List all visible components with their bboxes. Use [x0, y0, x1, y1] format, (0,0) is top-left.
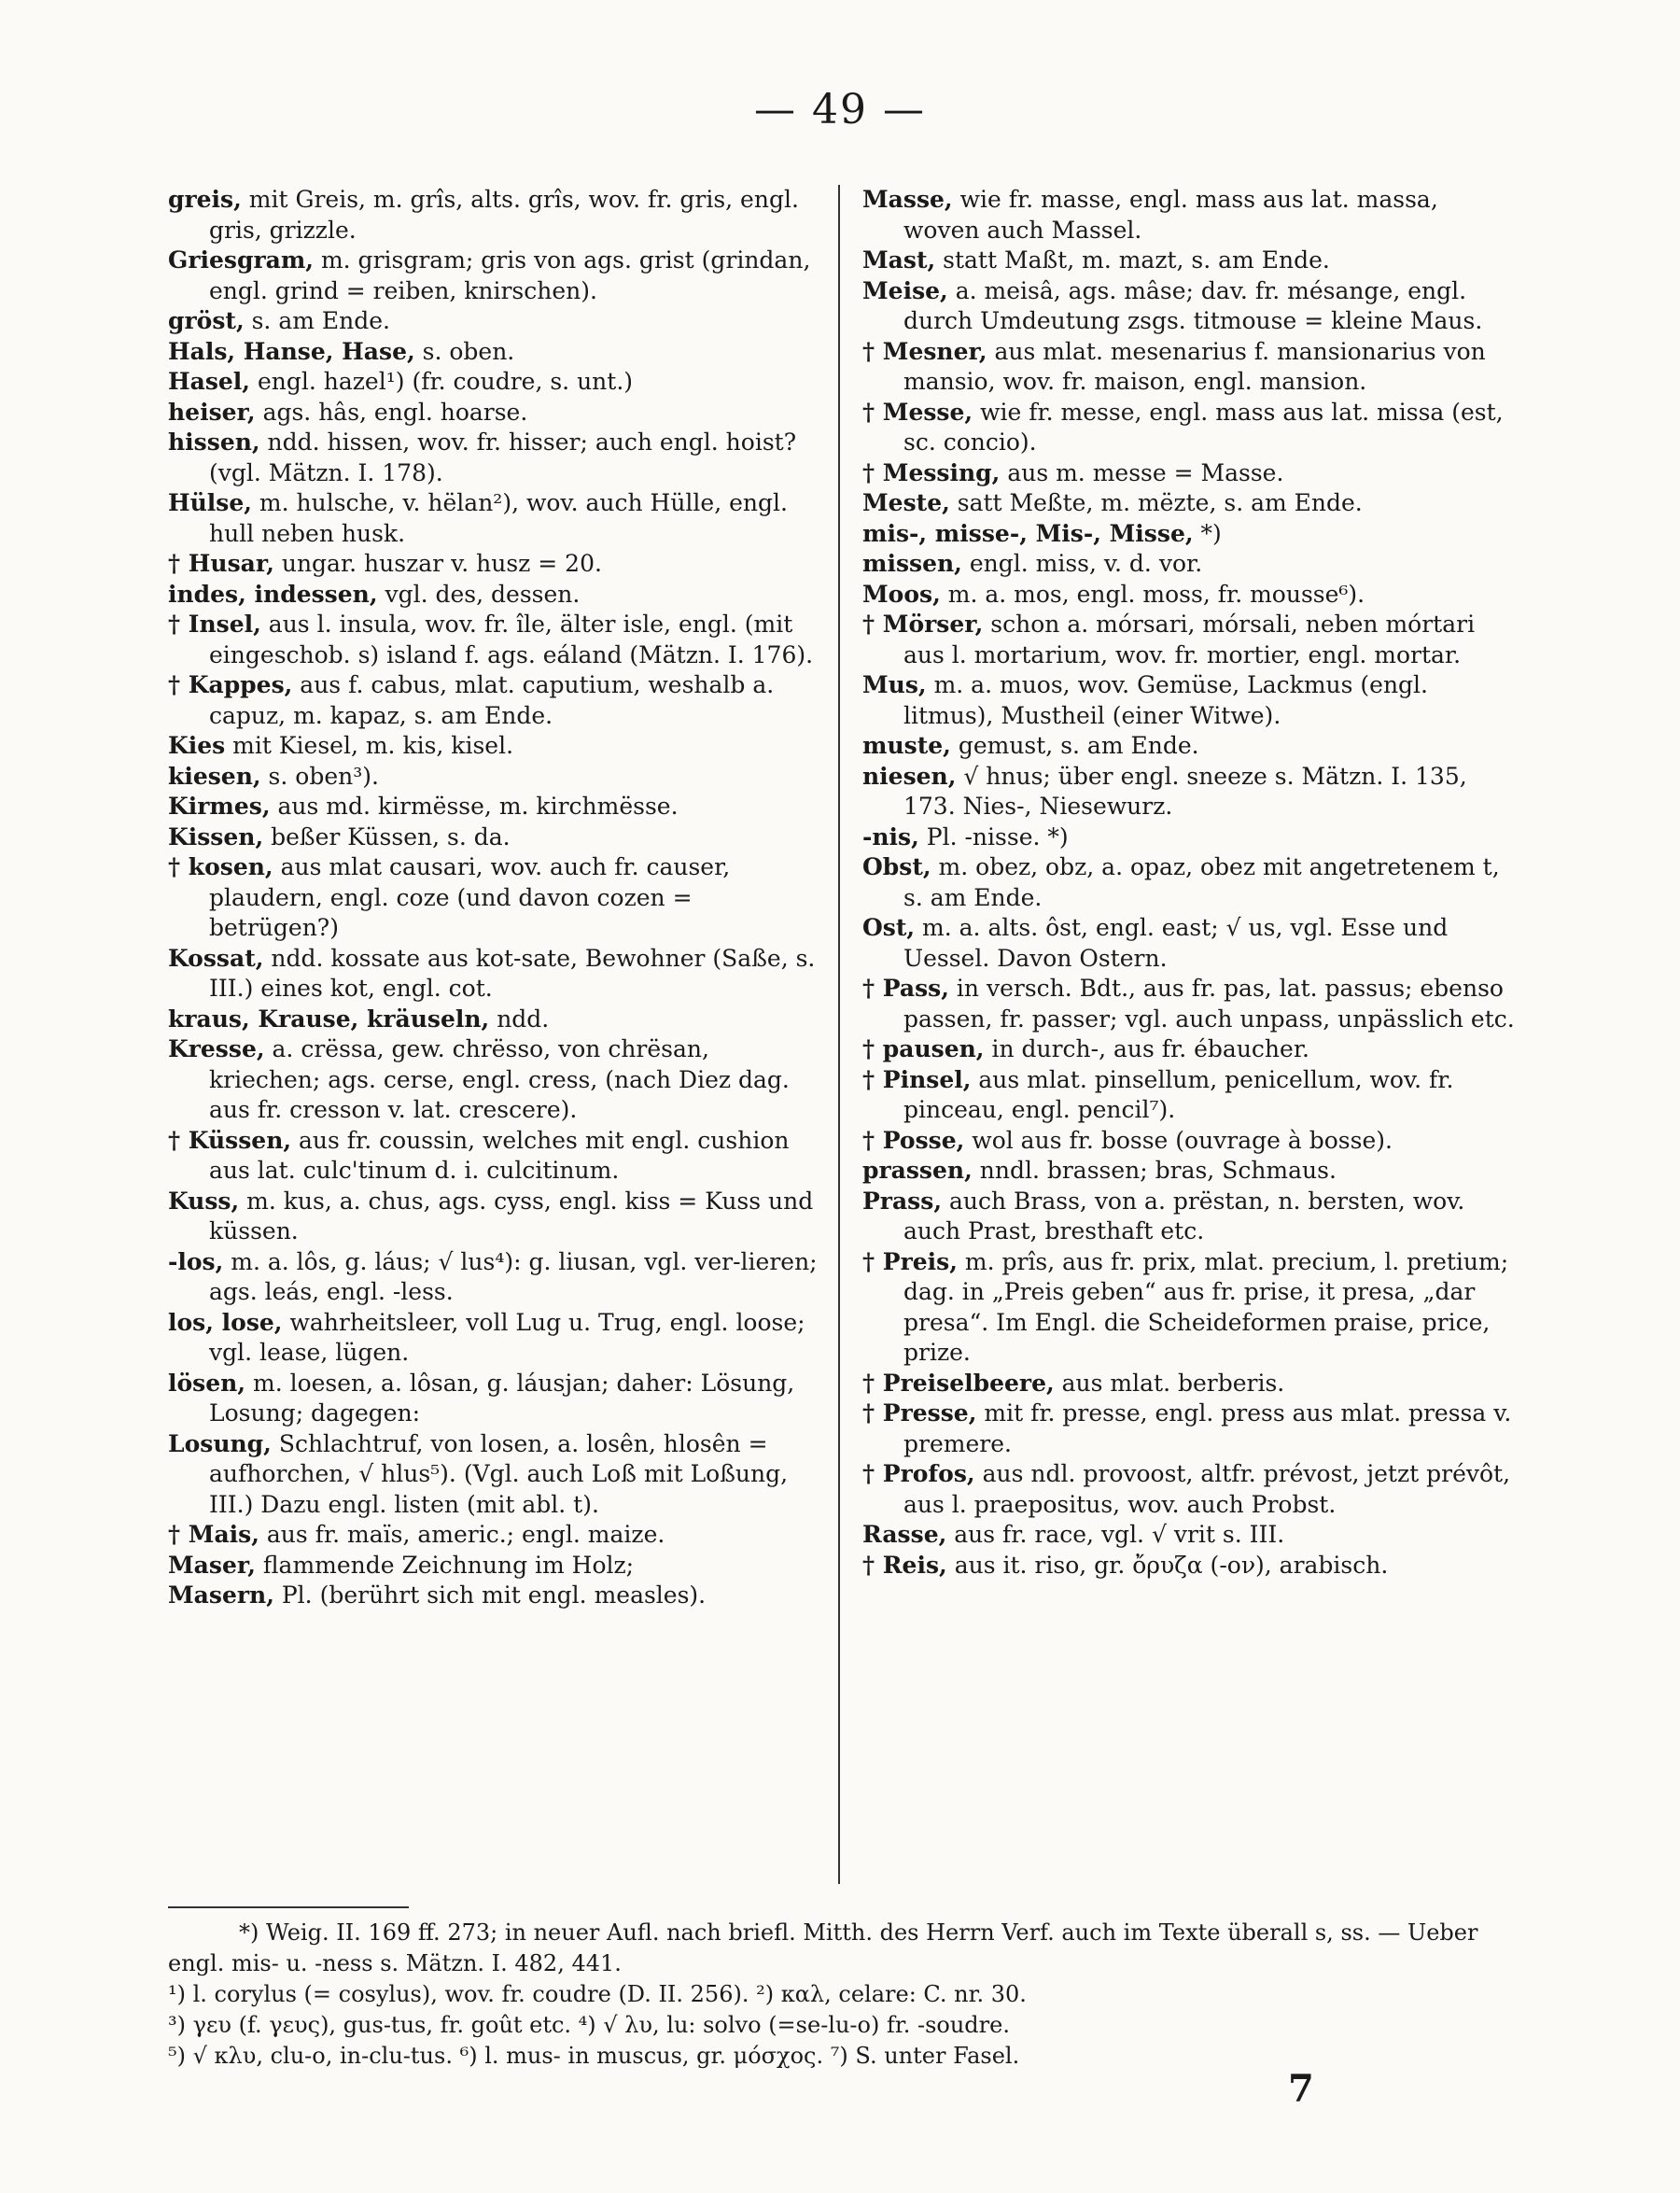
- dictionary-entry: [168, 337, 821, 368]
- entry-text: mit Kiesel, m. kis, kisel.: [225, 732, 514, 759]
- headword: Moos,: [862, 580, 941, 608]
- entry-text: aus fr. race, vgl. √ vrit s. III.: [946, 1521, 1285, 1548]
- entry-text: aus ndl. provoost, altfr. prévost, jetzt prévôt, aus l. praepositus, wov. auch Probst.: [903, 1460, 1511, 1518]
- footnote: ¹) l. corylus (= cosylus), wov. fr. coudre (D. II. 256). ²) καλ, celare: C. nr. 30.: [168, 1981, 1027, 2007]
- dictionary-entry: [168, 246, 821, 306]
- footnote: ⁵) √ κλυ, clu-o, in-clu-tus. ⁶) l. mus- in muscus, gr. μόσχος. ⁷) S. unter Fasel.: [168, 2043, 1020, 2069]
- dictionary-entry: [168, 488, 821, 549]
- dictionary-entry: [168, 1369, 821, 1429]
- entry-text: engl. miss, v. d. vor.: [961, 550, 1203, 577]
- headword: † Pinsel,: [862, 1065, 972, 1093]
- headword: † Preiselbeere,: [862, 1369, 1055, 1397]
- entry-text: wie fr. messe, engl. mass aus lat. missa (est, sc. concio).: [903, 398, 1504, 456]
- dictionary-entry: [168, 670, 821, 731]
- entry-text: Schlachtruf, von losen, a. losên, hlosên = aufhorchen, √ hlus⁵). (Vgl. auch Loß mit Loßung, III.) Dazu engl. listen (mit abl. t).: [209, 1429, 789, 1518]
- dictionary-entry: [862, 246, 1516, 276]
- entry-text: m. kus, a. chus, ags. cyss, engl. kiss = Kuss und küssen.: [209, 1187, 814, 1244]
- dictionary-entry: [862, 1551, 1516, 1581]
- headword: † Husar,: [168, 550, 274, 577]
- headword: † Presse,: [862, 1399, 977, 1427]
- headword: † Insel,: [168, 611, 261, 638]
- entry-text: aus mlat. berberis.: [1054, 1369, 1285, 1397]
- dictionary-entry: [862, 519, 1516, 550]
- dictionary-entry: [168, 1005, 821, 1035]
- headword: Hasel,: [168, 368, 251, 395]
- headword: los, lose,: [168, 1308, 283, 1336]
- headword: -los,: [168, 1247, 224, 1275]
- dictionary-entry: [168, 1308, 821, 1369]
- headword: † Mesner,: [862, 337, 987, 365]
- dictionary-entry: [862, 276, 1516, 337]
- headword: Masse,: [862, 186, 953, 213]
- headword: † Messe,: [862, 398, 973, 426]
- headword: † Posse,: [862, 1126, 965, 1154]
- headword: Kissen,: [168, 822, 264, 850]
- dictionary-entry: [862, 580, 1516, 611]
- headword: Mast,: [862, 246, 936, 274]
- headword: † pausen,: [862, 1035, 985, 1062]
- entry-text: a. meisâ, ags. mâse; dav. fr. mésange, engl. durch Umdeutung zsgs. titmouse = kleine Maus.: [903, 276, 1483, 334]
- dictionary-entry: [168, 367, 821, 398]
- dictionary-entry: [862, 1520, 1516, 1551]
- headword: † Mörser,: [862, 611, 984, 638]
- headword: indes, indessen,: [168, 580, 378, 608]
- footnote: ³) γευ (f. γευς), gus-tus, fr. goût etc. ⁴) √ λυ, lu: solvo (=se-lu-o) fr. -soudre.: [168, 2012, 1010, 2038]
- dictionary-entry: [168, 549, 821, 580]
- entry-text: nndl. brassen; bras, Schmaus.: [972, 1157, 1337, 1184]
- headword: Kuss,: [168, 1187, 240, 1215]
- dictionary-entry: [168, 1034, 821, 1126]
- dictionary-entry: [862, 1369, 1516, 1399]
- headword: Meise,: [862, 276, 948, 304]
- dictionary-entry: [862, 822, 1516, 853]
- headword: mis-, misse-, Mis-, Misse,: [862, 519, 1194, 547]
- headword: hissen,: [168, 429, 260, 456]
- dictionary-entry: [862, 731, 1516, 762]
- dictionary-entry: [862, 488, 1516, 519]
- dictionary-entry: [168, 852, 821, 944]
- entry-text: *): [1193, 519, 1222, 547]
- dictionary-entry: [168, 822, 821, 853]
- dictionary-entry: [168, 610, 821, 670]
- dictionary-entry: [862, 1034, 1516, 1065]
- headword: † kosen,: [168, 853, 273, 880]
- headword: muste,: [862, 732, 951, 759]
- entry-text: aus l. insula, wov. fr. île, älter isle, engl. (mit eingeschob. s) island f. ags. eáland (Mätzn. I. 176).: [209, 611, 814, 668]
- headword: Hülse,: [168, 489, 252, 516]
- headword: kiesen,: [168, 762, 261, 790]
- headword: Losung,: [168, 1429, 272, 1457]
- dictionary-entry: [168, 428, 821, 488]
- headword: Masern,: [168, 1581, 274, 1609]
- entry-text: m. loesen, a. lôsan, g. láusjan; daher: Lösung, Losung; dagegen:: [209, 1369, 795, 1427]
- headword: † Mais,: [168, 1521, 259, 1548]
- entry-text: m. a. muos, wov. Gemüse, Lackmus (engl. litmus), Mustheil (einer Witwe).: [903, 671, 1428, 729]
- headword: missen,: [862, 550, 962, 577]
- headword: Kresse,: [168, 1035, 265, 1062]
- dictionary-entry: [168, 1520, 821, 1551]
- headword: prassen,: [862, 1157, 973, 1184]
- entry-text: aus f. cabus, mlat. caputium, weshalb a. capuz, m. kapaz, s. am Ende.: [209, 671, 775, 729]
- entry-text: wahrheitsleer, voll Lug u. Trug, engl. loose; vgl. lease, lügen.: [209, 1308, 805, 1366]
- entry-text: engl. hazel¹) (fr. coudre, s. unt.): [250, 368, 634, 395]
- entry-text: m. a. mos, engl. moss, fr. mousse⁶).: [940, 580, 1365, 608]
- entry-text: ungar. huszar v. husz = 20.: [273, 550, 602, 577]
- dictionary-entry: [168, 762, 821, 793]
- headword: † Messing,: [862, 458, 1001, 486]
- headword: heiser,: [168, 398, 256, 426]
- headword: † Preis,: [862, 1247, 958, 1275]
- entry-text: in durch-, aus fr. ébaucher.: [984, 1035, 1309, 1062]
- entry-text: flammende Zeichnung im Holz;: [255, 1551, 635, 1579]
- page-number: — 49 —: [754, 86, 926, 134]
- dictionary-entry: [862, 610, 1516, 670]
- headword: Obst,: [862, 853, 931, 880]
- entry-text: aus fr. maïs, americ.; engl. maize.: [259, 1521, 665, 1548]
- entry-text: auch Brass, von a. prëstan, n. bersten, wov. auch Prast, bresthaft etc.: [903, 1187, 1465, 1244]
- dictionary-entry: [168, 731, 821, 762]
- entry-text: aus it. riso, gr. ὄρυζα (-ον), arabisch.: [946, 1551, 1389, 1579]
- dictionary-entry: [862, 1399, 1516, 1459]
- headword: Maser,: [168, 1551, 256, 1579]
- headword: Kies: [168, 732, 226, 759]
- entry-text: aus mlat. pinsellum, penicellum, wov. fr. pinceau, engl. pencil⁷).: [903, 1065, 1454, 1123]
- entry-text: a. crëssa, gew. chrësso, von chrësan, kriechen; ags. cerse, engl. cress, (nach Diez dag. aus fr. cresson v. lat. crescere).: [209, 1035, 790, 1123]
- entry-text: m. obez, obz, a. opaz, obez mit angetretenem t, s. am Ende.: [903, 853, 1500, 911]
- dictionary-entry: [168, 398, 821, 429]
- dictionary-entry: [862, 1065, 1516, 1126]
- entry-text: s. oben.: [414, 337, 515, 365]
- headword: -nis,: [862, 822, 919, 850]
- dictionary-entry: [862, 913, 1516, 974]
- entry-text: in versch. Bdt., aus fr. pas, lat. passus; ebenso passen, fr. passer; vgl. auch unpass, unpässlich etc.: [903, 975, 1515, 1033]
- dictionary-entry: [862, 852, 1516, 913]
- footnote: *) Weig. II. 169 ff. 273; in neuer Aufl. nach briefl. Mitth. des Herrn Verf. auch im Texte überall s, ss. — Ueber engl. mis- u. -ness s. Mätzn. I. 482, 441.: [168, 1919, 1478, 1976]
- left-column: [168, 185, 821, 1611]
- dictionary-entry: [168, 306, 821, 337]
- headword: Griesgram,: [168, 246, 315, 274]
- dictionary-entry: [862, 549, 1516, 580]
- entry-text: √ hnus; über engl. sneeze s. Mätzn. I. 135, 173. Nies-, Niesewurz.: [903, 762, 1467, 820]
- entry-text: ndd. hissen, wov. fr. hisser; auch engl. hoist? (vgl. Mätzn. I. 178).: [209, 429, 797, 486]
- headword: Mus,: [862, 671, 927, 698]
- dictionary-entry: [862, 185, 1516, 246]
- headword: † Reis,: [862, 1551, 947, 1579]
- headword: Kirmes,: [168, 793, 271, 820]
- entry-text: s. oben³).: [260, 762, 379, 790]
- entry-text: wie fr. masse, engl. mass aus lat. massa, woven auch Massel.: [903, 186, 1438, 244]
- entry-text: mit Greis, m. grîs, alts. grîs, wov. fr. gris, engl. gris, grizzle.: [209, 186, 799, 244]
- entry-text: mit fr. presse, engl. press aus mlat. pressa v. premere.: [903, 1399, 1512, 1457]
- dictionary-entry: [862, 762, 1516, 822]
- entry-text: aus mlat. mesenarius f. mansionarius von mansio, wov. fr. maison, engl. mansion.: [903, 337, 1486, 395]
- footnote-rule: [168, 1906, 409, 1908]
- entry-text: m. a. alts. ôst, engl. east; √ us, vgl. Esse und Uessel. Davon Ostern.: [903, 914, 1449, 972]
- entry-text: ndd. kossate aus kot-sate, Bewohner (Saße, s. III.) eines kot, engl. cot.: [209, 944, 816, 1002]
- headword: † Pass,: [862, 975, 949, 1002]
- dictionary-entry: [168, 1247, 821, 1308]
- headword: gröst,: [168, 307, 245, 334]
- entry-text: ndd.: [489, 1005, 550, 1033]
- headword: † Kappes,: [168, 671, 293, 698]
- dictionary-entry: [862, 1156, 1516, 1187]
- dictionary-entry: [862, 670, 1516, 731]
- column-divider: [838, 185, 840, 1884]
- entry-text: m. prîs, aus fr. prix, mlat. precium, l. pretium; dag. in „Preis geben“ aus fr. prise, it presa, „dar presa“. Im Engl. die Scheideformen praise, price, prize.: [903, 1247, 1509, 1366]
- dictionary-entry: [862, 1247, 1516, 1369]
- entry-text: gemust, s. am Ende.: [950, 732, 1199, 759]
- dictionary-entry: [168, 944, 821, 1005]
- entry-text: aus md. kirmësse, m. kirchmësse.: [270, 793, 679, 820]
- dictionary-entry: [862, 1126, 1516, 1157]
- entry-text: aus fr. coussin, welches mit engl. cushion aus lat. culc'tinum d. i. culcitinum.: [209, 1126, 790, 1184]
- dictionary-entry: [862, 1459, 1516, 1520]
- dictionary-entry: [862, 974, 1516, 1034]
- entry-text: schon a. mórsari, mórsali, neben mórtari aus l. mortarium, wov. fr. mortier, engl. mortar.: [903, 611, 1476, 668]
- entry-text: aus m. messe = Masse.: [1000, 458, 1284, 486]
- dictionary-entry: [862, 398, 1516, 458]
- entry-text: beßer Küssen, s. da.: [263, 822, 511, 850]
- headword: Prass,: [862, 1187, 943, 1215]
- headword: greis,: [168, 186, 242, 213]
- dictionary-entry: [168, 1429, 821, 1521]
- dictionary-entry: [168, 580, 821, 611]
- dictionary-entry: [168, 1581, 821, 1611]
- headword: kraus, Krause, kräuseln,: [168, 1005, 490, 1033]
- headword: † Küssen,: [168, 1126, 292, 1154]
- entry-text: Pl. -nisse. *): [918, 822, 1069, 850]
- dictionary-entry: [862, 337, 1516, 398]
- dictionary-entry: [168, 792, 821, 822]
- entry-text: wol aus fr. bosse (ouvrage à bosse).: [964, 1126, 1393, 1154]
- headword: Kossat,: [168, 944, 264, 972]
- entry-text: m. grisgram; gris von ags. grist (grindan, engl. grind = reiben, knirschen).: [209, 246, 811, 304]
- headword: Meste,: [862, 489, 950, 516]
- signature-mark: 7: [1288, 2067, 1314, 2111]
- dictionary-entry: [168, 185, 821, 246]
- entry-text: m. hulsche, v. hëlan²), wov. auch Hülle, engl. hull neben husk.: [209, 489, 788, 547]
- right-column: [862, 185, 1516, 1581]
- headword: Ost,: [862, 914, 916, 941]
- headword: niesen,: [862, 762, 957, 790]
- entry-text: satt Meßte, m. mëzte, s. am Ende.: [949, 489, 1363, 516]
- entry-text: aus mlat causari, wov. auch fr. causer, plaudern, engl. coze (und davon cozen = betrügen?): [209, 853, 731, 941]
- dictionary-entry: [168, 1551, 821, 1581]
- entry-text: s. am Ende.: [244, 307, 390, 334]
- headword: lösen,: [168, 1369, 246, 1397]
- footnotes: [168, 1918, 1512, 2072]
- dictionary-entry: [862, 1187, 1516, 1247]
- dictionary-entry: [168, 1187, 821, 1247]
- headword: † Profos,: [862, 1460, 975, 1487]
- entry-text: vgl. des, dessen.: [377, 580, 581, 608]
- headword: Hals, Hanse, Hase,: [168, 337, 415, 365]
- entry-text: ags. hâs, engl. hoarse.: [255, 398, 528, 426]
- headword: Rasse,: [862, 1521, 947, 1548]
- entry-text: m. a. lôs, g. láus; √ lus⁴): g. liusan, vgl. ver-lieren; ags. leás, engl. -less.: [209, 1247, 818, 1305]
- dictionary-entry: [168, 1126, 821, 1187]
- entry-text: statt Maßt, m. mazt, s. am Ende.: [935, 246, 1330, 274]
- dictionary-entry: [862, 458, 1516, 489]
- entry-text: Pl. (berührt sich mit engl. measles).: [273, 1581, 707, 1609]
